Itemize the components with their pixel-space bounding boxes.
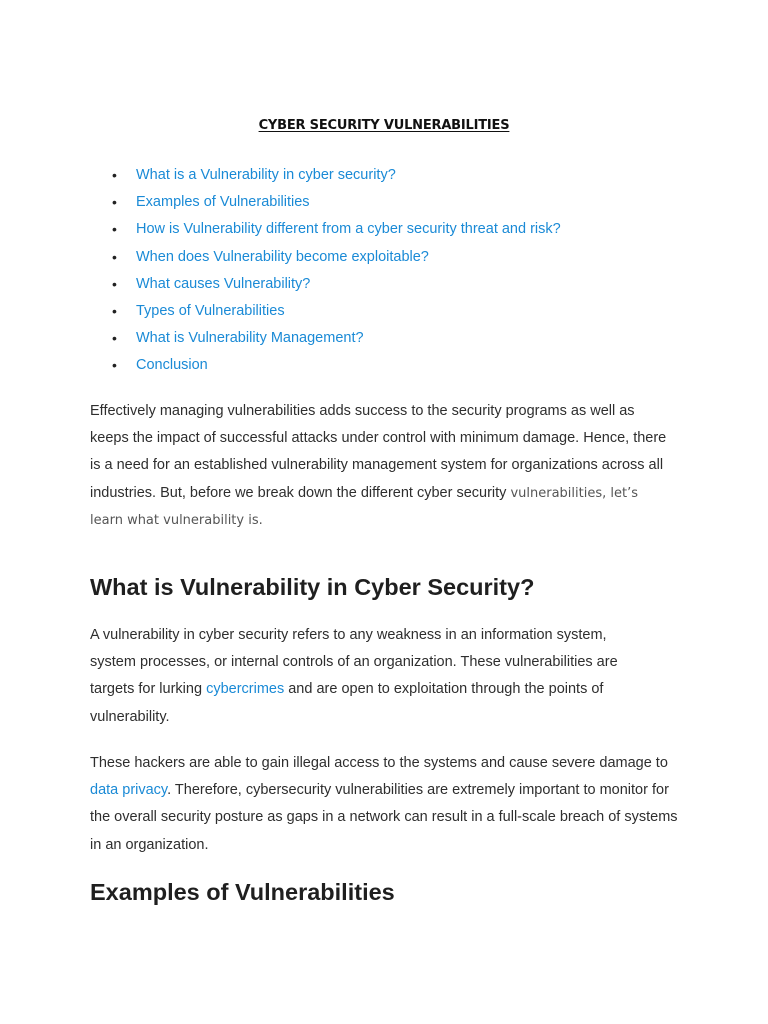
section1-p2-text-after: . Therefore, cybersecurity vulnerabilities are extremely important to monitor for the overall security posture as gaps in a network can result in a full-scale breach of systems in an organization. [90, 782, 678, 853]
bullet-icon: • [112, 302, 117, 319]
toc-link-management[interactable]: What is Vulnerability Management? [136, 330, 364, 347]
bullet-icon: • [112, 330, 117, 347]
document-title [0, 118, 768, 133]
section1-p2-text-before: These hackers are able to gain illegal access to the systems and cause severe damage to [90, 755, 668, 771]
bullet-icon: • [112, 357, 117, 374]
toc-link-exploitable[interactable]: When does Vulnerability become exploitable? [136, 248, 429, 265]
toc-link-what-is-vulnerability[interactable]: What is a Vulnerability in cyber security? [136, 167, 396, 183]
document-title-text: CYBER SECURITY VULNERABILITIES [258, 118, 510, 133]
bullet-icon: • [112, 248, 117, 265]
toc-link-types[interactable]: Types of Vulnerabilities [136, 302, 285, 319]
intro-text: Effectively managing vulnerabilities adds success to the security programs as well as keeps the impact of successful attacks under control with minimum damage. Hence, there is a need for an established vulnerability management system for organizations across all industries. But, before we break down the different cyber security [90, 403, 667, 501]
cybercrimes-link[interactable]: cybercrimes [206, 681, 285, 698]
section1-p1-text-before: A vulnerability in cyber security refers to any weakness in an information system, system processes, or internal controls of an organization. These vulnerabilities are targets for lurking [90, 627, 618, 698]
section-heading-what-is-vulnerability: What is Vulnerability in Cyber Security? [90, 574, 535, 600]
data-privacy-link[interactable]: data privacy [90, 782, 168, 799]
section1-paragraph2 [90, 750, 680, 859]
intro-paragraph [90, 398, 670, 534]
intro-last-line: vulnerabilities, let’s learn what vulnerability is. [90, 485, 638, 528]
bullet-icon: • [112, 167, 117, 183]
toc-link-causes[interactable]: What causes Vulnerability? [136, 275, 311, 292]
toc-link-examples[interactable]: Examples of Vulnerabilities [136, 194, 310, 211]
section1-p1-text-after: and are open to exploitation through the points of vulnerability. [90, 681, 604, 725]
section1-paragraph1 [90, 622, 650, 731]
bullet-icon: • [112, 194, 117, 211]
section-heading-examples: Examples of Vulnerabilities [90, 879, 395, 905]
toc-link-threat-and-risk[interactable]: How is Vulnerability different from a cyber security threat and risk? [136, 221, 561, 238]
toc-link-conclusion[interactable]: Conclusion [136, 357, 208, 374]
bullet-icon: • [112, 275, 117, 292]
bullet-icon: • [112, 221, 117, 238]
